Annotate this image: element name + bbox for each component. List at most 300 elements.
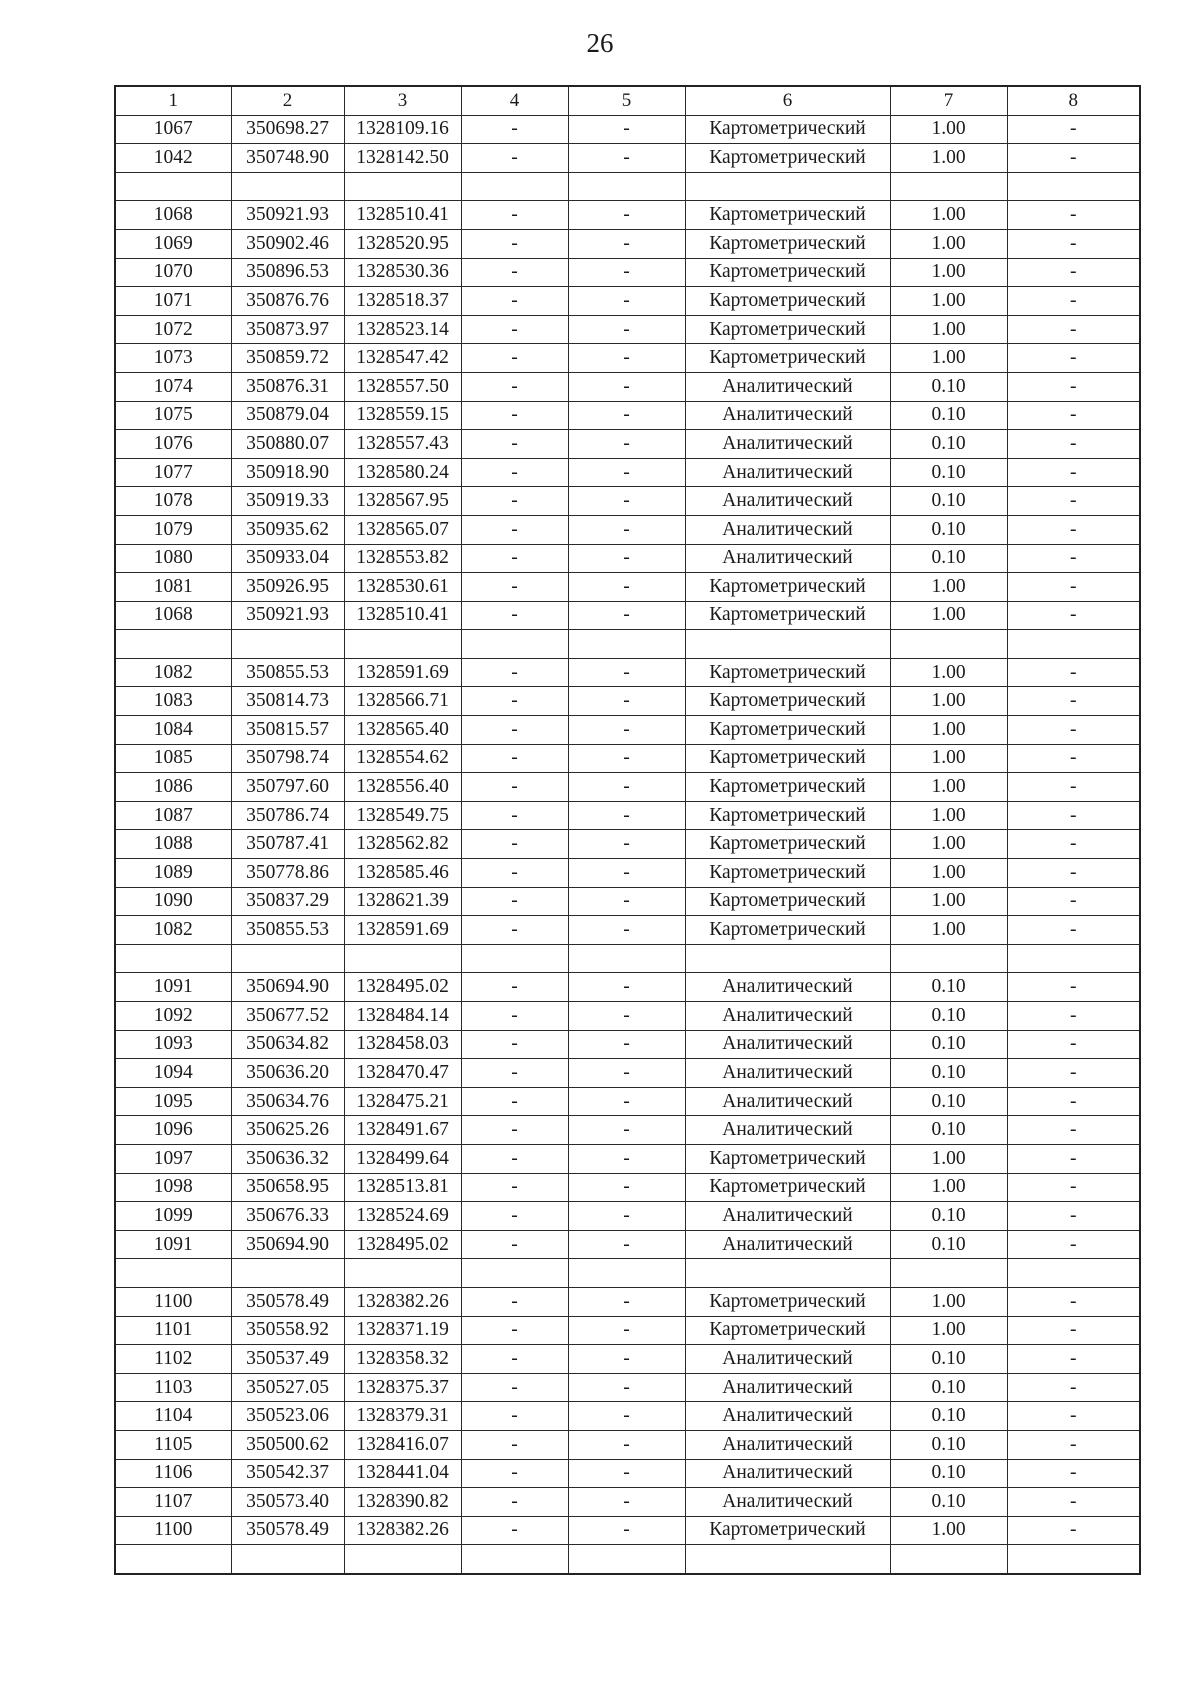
table-cell-col1: 1070	[115, 258, 231, 287]
table-cell-col2: 350879.04	[231, 401, 344, 430]
table-cell-col4: -	[461, 1230, 568, 1259]
table-cell-col1: 1083	[115, 687, 231, 716]
table-cell-col2: 350921.93	[231, 201, 344, 230]
table-cell-col6	[685, 172, 890, 201]
table-cell-col7: 1.00	[890, 830, 1007, 859]
table-cell-col8: -	[1007, 973, 1140, 1002]
table-cell-col7: 1.00	[890, 859, 1007, 888]
table-cell-col5: -	[568, 687, 685, 716]
table-cell-col6: Картометрический	[685, 1287, 890, 1316]
table-cell-col4: -	[461, 1402, 568, 1431]
table-cell-col7: 0.10	[890, 1087, 1007, 1116]
table-header-row	[115, 86, 1140, 115]
table-cell-col3: 1328416.07	[344, 1430, 461, 1459]
table-cell-col1	[115, 630, 231, 659]
table-cell-col8: -	[1007, 573, 1140, 602]
table-cell-col3: 1328554.62	[344, 744, 461, 773]
table-cell-col7: 1.00	[890, 344, 1007, 373]
table-cell-col7: 0.10	[890, 1030, 1007, 1059]
table-cell-col4: -	[461, 1430, 568, 1459]
table-cell-col4: -	[461, 372, 568, 401]
table-cell-col2: 350902.46	[231, 229, 344, 258]
table-cell-col4: -	[461, 1488, 568, 1517]
table-cell-col2: 350500.62	[231, 1430, 344, 1459]
table-cell-col6: Аналитический	[685, 515, 890, 544]
table-cell-col4: -	[461, 1287, 568, 1316]
table-row	[115, 287, 1140, 316]
table-cell-col6: Аналитический	[685, 487, 890, 516]
table-cell-col5: -	[568, 830, 685, 859]
table-cell-col8: -	[1007, 344, 1140, 373]
table-cell-col1: 1088	[115, 830, 231, 859]
table-cell-col1: 1073	[115, 344, 231, 373]
table-cell-col2	[231, 630, 344, 659]
table-row	[115, 773, 1140, 802]
table-cell-col7: 1.00	[890, 716, 1007, 745]
table-cell-col3: 3	[344, 86, 461, 115]
table-cell-col6: Картометрический	[685, 601, 890, 630]
table-cell-col1: 1090	[115, 887, 231, 916]
table-row	[115, 1230, 1140, 1259]
table-cell-col2: 350698.27	[231, 115, 344, 144]
table-cell-col6: Аналитический	[685, 430, 890, 459]
table-row	[115, 1430, 1140, 1459]
table-cell-col3: 1328475.21	[344, 1087, 461, 1116]
table-cell-col5: -	[568, 115, 685, 144]
table-cell-col3: 1328559.15	[344, 401, 461, 430]
table-cell-col1: 1042	[115, 144, 231, 173]
table-cell-col7	[890, 1259, 1007, 1288]
table-cell-col4	[461, 944, 568, 973]
table-cell-col3: 1328530.36	[344, 258, 461, 287]
table-cell-col7: 1.00	[890, 601, 1007, 630]
table-cell-col2: 350798.74	[231, 744, 344, 773]
table-cell-col5: -	[568, 573, 685, 602]
table-cell-col6	[685, 630, 890, 659]
table-cell-col7: 1.00	[890, 916, 1007, 945]
table-cell-col2: 350935.62	[231, 515, 344, 544]
table-row	[115, 1116, 1140, 1145]
table-cell-col3	[344, 1259, 461, 1288]
table-cell-col5	[568, 944, 685, 973]
table-cell-col2: 350527.05	[231, 1373, 344, 1402]
table-cell-col5: -	[568, 372, 685, 401]
table-cell-col8: -	[1007, 229, 1140, 258]
table-cell-col8: -	[1007, 487, 1140, 516]
table-cell-col3: 1328567.95	[344, 487, 461, 516]
table-row	[115, 801, 1140, 830]
table-cell-col8: -	[1007, 744, 1140, 773]
table-cell-col8: -	[1007, 716, 1140, 745]
table-cell-col7: 0.10	[890, 401, 1007, 430]
table-cell-col5: 5	[568, 86, 685, 115]
table-cell-col1: 1080	[115, 544, 231, 573]
table-row	[115, 458, 1140, 487]
table-cell-col4: -	[461, 430, 568, 459]
table-body	[115, 86, 1140, 1574]
table-cell-col5: -	[568, 287, 685, 316]
table-cell-col7	[890, 630, 1007, 659]
table-cell-col5: -	[568, 916, 685, 945]
table-cell-col4: -	[461, 773, 568, 802]
table-cell-col1: 1072	[115, 315, 231, 344]
table-cell-col3: 1328565.40	[344, 716, 461, 745]
table-cell-col5: -	[568, 544, 685, 573]
table-cell-col6: Аналитический	[685, 1402, 890, 1431]
table-cell-col7	[890, 172, 1007, 201]
table-row	[115, 144, 1140, 173]
table-cell-col6: Аналитический	[685, 1488, 890, 1517]
table-cell-col4: -	[461, 973, 568, 1002]
table-cell-col4: -	[461, 859, 568, 888]
table-cell-col8: -	[1007, 1059, 1140, 1088]
table-cell-col4: -	[461, 916, 568, 945]
table-cell-col1: 1071	[115, 287, 231, 316]
table-cell-col1: 1068	[115, 601, 231, 630]
table-cell-col6: Аналитический	[685, 1230, 890, 1259]
table-cell-col1: 1100	[115, 1516, 231, 1545]
table-cell-col8: -	[1007, 1373, 1140, 1402]
table-cell-col4	[461, 1259, 568, 1288]
table-cell-col3: 1328591.69	[344, 916, 461, 945]
table-cell-col1: 1104	[115, 1402, 231, 1431]
table-cell-col5: -	[568, 1430, 685, 1459]
table-cell-col8	[1007, 630, 1140, 659]
table-row	[115, 601, 1140, 630]
table-cell-col1: 1082	[115, 658, 231, 687]
table-cell-col1: 1098	[115, 1173, 231, 1202]
table-separator-row	[115, 1259, 1140, 1288]
table-cell-col1: 1100	[115, 1287, 231, 1316]
table-cell-col5: -	[568, 1173, 685, 1202]
table-cell-col5: -	[568, 430, 685, 459]
table-cell-col3: 1328591.69	[344, 658, 461, 687]
table-cell-col5: -	[568, 601, 685, 630]
table-separator-row	[115, 1545, 1140, 1574]
table-cell-col5: -	[568, 401, 685, 430]
table-row	[115, 115, 1140, 144]
table-cell-col1: 1093	[115, 1030, 231, 1059]
table-cell-col5: -	[568, 1345, 685, 1374]
table-cell-col2: 350896.53	[231, 258, 344, 287]
table-cell-col6: Картометрический	[685, 859, 890, 888]
table-cell-col3: 1328585.46	[344, 859, 461, 888]
table-cell-col7: 0.10	[890, 372, 1007, 401]
table-cell-col6: Аналитический	[685, 1430, 890, 1459]
table-cell-col4: -	[461, 801, 568, 830]
table-cell-col4: -	[461, 201, 568, 230]
table-cell-col2: 350636.20	[231, 1059, 344, 1088]
table-cell-col3: 1328358.32	[344, 1345, 461, 1374]
table-cell-col3: 1328513.81	[344, 1173, 461, 1202]
table-cell-col1: 1107	[115, 1488, 231, 1517]
table-cell-col6	[685, 1545, 890, 1574]
table-cell-col7: 1.00	[890, 887, 1007, 916]
table-cell-col6: Аналитический	[685, 973, 890, 1002]
table-cell-col7: 0.10	[890, 458, 1007, 487]
table-cell-col3	[344, 1545, 461, 1574]
table-cell-col3: 1328109.16	[344, 115, 461, 144]
table-cell-col3: 1328553.82	[344, 544, 461, 573]
table-cell-col1: 1074	[115, 372, 231, 401]
table-cell-col4: -	[461, 115, 568, 144]
table-row	[115, 401, 1140, 430]
table-cell-col7: 1.00	[890, 315, 1007, 344]
table-cell-col1	[115, 1545, 231, 1574]
table-cell-col7: 1.00	[890, 287, 1007, 316]
table-row	[115, 258, 1140, 287]
table-cell-col4: -	[461, 1059, 568, 1088]
table-cell-col2: 350573.40	[231, 1488, 344, 1517]
table-row	[115, 544, 1140, 573]
table-cell-col5: -	[568, 716, 685, 745]
table-row	[115, 830, 1140, 859]
table-cell-col5: -	[568, 315, 685, 344]
table-cell-col4: -	[461, 487, 568, 516]
table-cell-col6: Картометрический	[685, 887, 890, 916]
table-cell-col3	[344, 172, 461, 201]
table-cell-col2: 350694.90	[231, 1230, 344, 1259]
table-cell-col3: 1328491.67	[344, 1116, 461, 1145]
table-cell-col2: 350933.04	[231, 544, 344, 573]
table-cell-col6: Картометрический	[685, 573, 890, 602]
table-cell-col6: Аналитический	[685, 401, 890, 430]
table-cell-col6: Картометрический	[685, 916, 890, 945]
table-row	[115, 973, 1140, 1002]
table-cell-col4: -	[461, 1002, 568, 1031]
table-cell-col1: 1075	[115, 401, 231, 430]
table-cell-col3: 1328562.82	[344, 830, 461, 859]
table-cell-col3: 1328565.07	[344, 515, 461, 544]
table-cell-col5: -	[568, 1316, 685, 1345]
table-cell-col3: 1328382.26	[344, 1287, 461, 1316]
table-cell-col1: 1097	[115, 1144, 231, 1173]
table-cell-col6	[685, 944, 890, 973]
table-cell-col8: -	[1007, 1516, 1140, 1545]
table-cell-col3: 1328510.41	[344, 601, 461, 630]
table-cell-col2: 350694.90	[231, 973, 344, 1002]
table-cell-col6: Картометрический	[685, 201, 890, 230]
table-cell-col2: 350855.53	[231, 658, 344, 687]
table-cell-col1: 1084	[115, 716, 231, 745]
table-cell-col4: -	[461, 1516, 568, 1545]
table-cell-col8: -	[1007, 801, 1140, 830]
table-row	[115, 515, 1140, 544]
table-cell-col2: 350837.29	[231, 887, 344, 916]
table-cell-col8: -	[1007, 458, 1140, 487]
table-cell-col2: 350814.73	[231, 687, 344, 716]
table-cell-col2: 350634.76	[231, 1087, 344, 1116]
table-cell-col2: 350855.53	[231, 916, 344, 945]
table-cell-col2: 350578.49	[231, 1516, 344, 1545]
table-cell-col6: Аналитический	[685, 1373, 890, 1402]
table-cell-col1: 1105	[115, 1430, 231, 1459]
table-row	[115, 1488, 1140, 1517]
table-cell-col7: 1.00	[890, 258, 1007, 287]
table-row	[115, 859, 1140, 888]
table-cell-col8: -	[1007, 1002, 1140, 1031]
table-cell-col2: 350625.26	[231, 1116, 344, 1145]
table-cell-col7: 0.10	[890, 515, 1007, 544]
table-cell-col1	[115, 172, 231, 201]
table-cell-col1: 1096	[115, 1116, 231, 1145]
table-cell-col5	[568, 1259, 685, 1288]
table-cell-col2: 350880.07	[231, 430, 344, 459]
table-cell-col1: 1	[115, 86, 231, 115]
table-cell-col2	[231, 172, 344, 201]
table-cell-col6: Картометрический	[685, 344, 890, 373]
table-cell-col1: 1091	[115, 973, 231, 1002]
table-cell-col2: 350797.60	[231, 773, 344, 802]
table-cell-col3: 1328458.03	[344, 1030, 461, 1059]
table-row	[115, 1373, 1140, 1402]
table-cell-col7: 1.00	[890, 229, 1007, 258]
table-cell-col3: 1328518.37	[344, 287, 461, 316]
table-cell-col7: 0.10	[890, 487, 1007, 516]
table-cell-col4: -	[461, 401, 568, 430]
table-cell-col7: 0.10	[890, 1373, 1007, 1402]
table-cell-col5: -	[568, 1116, 685, 1145]
table-cell-col5: -	[568, 258, 685, 287]
table-cell-col7: 0.10	[890, 430, 1007, 459]
table-cell-col8: -	[1007, 287, 1140, 316]
table-cell-col8: -	[1007, 1144, 1140, 1173]
table-cell-col5: -	[568, 1202, 685, 1231]
table-cell-col2: 350919.33	[231, 487, 344, 516]
table-cell-col8: -	[1007, 1116, 1140, 1145]
table-cell-col2	[231, 944, 344, 973]
table-separator-row	[115, 172, 1140, 201]
table-cell-col3: 1328441.04	[344, 1459, 461, 1488]
table-cell-col6: Картометрический	[685, 1144, 890, 1173]
table-cell-col1: 1081	[115, 573, 231, 602]
table-cell-col2: 350859.72	[231, 344, 344, 373]
table-cell-col2: 350542.37	[231, 1459, 344, 1488]
table-cell-col6: Картометрический	[685, 315, 890, 344]
table-row	[115, 487, 1140, 516]
table-cell-col2: 350537.49	[231, 1345, 344, 1374]
table-row	[115, 1516, 1140, 1545]
table-cell-col1	[115, 944, 231, 973]
table-cell-col8: -	[1007, 1430, 1140, 1459]
table-cell-col8	[1007, 944, 1140, 973]
table-cell-col2: 350873.97	[231, 315, 344, 344]
table-cell-col4: -	[461, 1316, 568, 1345]
table-cell-col3: 1328524.69	[344, 1202, 461, 1231]
table-cell-col1	[115, 1259, 231, 1288]
table-cell-col1: 1076	[115, 430, 231, 459]
table-cell-col7: 1.00	[890, 1316, 1007, 1345]
table-cell-col6: Картометрический	[685, 801, 890, 830]
table-cell-col3: 1328549.75	[344, 801, 461, 830]
table-cell-col3: 1328580.24	[344, 458, 461, 487]
table-cell-col7: 0.10	[890, 1345, 1007, 1374]
table-row	[115, 1345, 1140, 1374]
table-cell-col7: 0.10	[890, 1402, 1007, 1431]
table-cell-col8: -	[1007, 658, 1140, 687]
table-cell-col5: -	[568, 1402, 685, 1431]
table-cell-col4: -	[461, 687, 568, 716]
table-cell-col7: 1.00	[890, 801, 1007, 830]
table-cell-col8: -	[1007, 687, 1140, 716]
table-cell-col8: -	[1007, 1459, 1140, 1488]
table-cell-col1: 1067	[115, 115, 231, 144]
table-row	[115, 1459, 1140, 1488]
table-cell-col7	[890, 944, 1007, 973]
table-cell-col8: -	[1007, 315, 1140, 344]
table-cell-col5: -	[568, 515, 685, 544]
table-cell-col8: -	[1007, 1345, 1140, 1374]
table-cell-col4: -	[461, 744, 568, 773]
table-cell-col6: Картометрический	[685, 716, 890, 745]
table-cell-col2: 350815.57	[231, 716, 344, 745]
table-cell-col4	[461, 172, 568, 201]
page-number: 26	[586, 28, 614, 58]
table-cell-col3: 1328530.61	[344, 573, 461, 602]
table-cell-col4: -	[461, 344, 568, 373]
table-cell-col7: 0.10	[890, 1202, 1007, 1231]
table-row	[115, 344, 1140, 373]
table-cell-col1: 1089	[115, 859, 231, 888]
table-cell-col6: Картометрический	[685, 1516, 890, 1545]
table-cell-col7: 0.10	[890, 1459, 1007, 1488]
table-cell-col8: -	[1007, 773, 1140, 802]
table-cell-col8: -	[1007, 430, 1140, 459]
table-cell-col5: -	[568, 801, 685, 830]
table-cell-col7: 1.00	[890, 144, 1007, 173]
table-row	[115, 229, 1140, 258]
table-cell-col6: 6	[685, 86, 890, 115]
table-cell-col6: Аналитический	[685, 1030, 890, 1059]
table-cell-col1: 1087	[115, 801, 231, 830]
table-cell-col2: 350778.86	[231, 859, 344, 888]
table-cell-col3: 1328379.31	[344, 1402, 461, 1431]
table-cell-col4: -	[461, 458, 568, 487]
table-cell-col8: -	[1007, 144, 1140, 173]
table-cell-col3: 1328547.42	[344, 344, 461, 373]
table-cell-col5: -	[568, 1002, 685, 1031]
table-cell-col6: Картометрический	[685, 258, 890, 287]
table-cell-col6: Картометрический	[685, 1316, 890, 1345]
table-cell-col3: 1328510.41	[344, 201, 461, 230]
table-cell-col2: 350918.90	[231, 458, 344, 487]
table-cell-col3: 1328375.37	[344, 1373, 461, 1402]
table-cell-col4: -	[461, 1116, 568, 1145]
table-cell-col5: -	[568, 1230, 685, 1259]
table-cell-col6	[685, 1259, 890, 1288]
table-cell-col8: -	[1007, 201, 1140, 230]
table-cell-col1: 1094	[115, 1059, 231, 1088]
table-cell-col5: -	[568, 1373, 685, 1402]
table-cell-col8: -	[1007, 887, 1140, 916]
table-cell-col5: -	[568, 1516, 685, 1545]
table-cell-col6: Аналитический	[685, 1459, 890, 1488]
table-row	[115, 1087, 1140, 1116]
table-cell-col8: -	[1007, 830, 1140, 859]
table-cell-col2: 2	[231, 86, 344, 115]
table-cell-col6: Аналитический	[685, 1087, 890, 1116]
table-cell-col1: 1078	[115, 487, 231, 516]
table-cell-col4: -	[461, 1373, 568, 1402]
table-cell-col1: 1068	[115, 201, 231, 230]
table-cell-col4: -	[461, 573, 568, 602]
table-cell-col1: 1082	[115, 916, 231, 945]
table-cell-col3: 1328382.26	[344, 1516, 461, 1545]
table-cell-col6: Картометрический	[685, 115, 890, 144]
table-cell-col3: 1328495.02	[344, 1230, 461, 1259]
table-cell-col4: -	[461, 1459, 568, 1488]
table-cell-col3: 1328371.19	[344, 1316, 461, 1345]
